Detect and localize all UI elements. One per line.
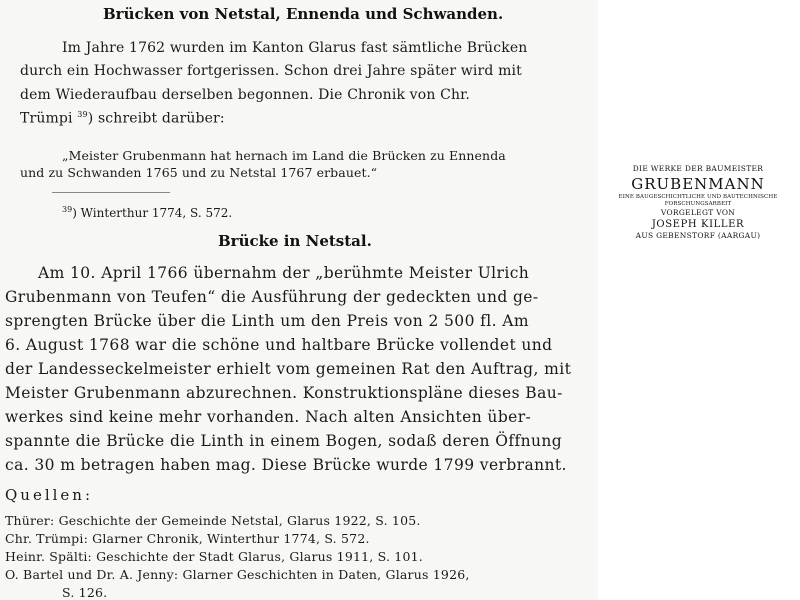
netstal-line: Am 10. April 1766 übernahm der „berühmte Meister Ulrich — [38, 264, 530, 282]
netstal-line: spannte die Brücke die Linth in einem Bogen, sodaß deren Öffnung — [5, 432, 563, 450]
imprint-subtitle: EINE BAUGESCHICHTLICHE UND BAUTECHNISCHE — [618, 194, 778, 200]
quote-line: und zu Schwanden 1765 und zu Netstal 1767 erbauet.“ — [20, 165, 378, 180]
imprint-origin: AUS GEBENSTORF (AARGAU) — [635, 231, 761, 240]
quote-line: „Meister Grubenmann hat hernach im Land die Brücken zu Ennenda — [62, 148, 506, 163]
footnote-divider — [52, 192, 170, 193]
section-heading-bridges: Brücken von Netstal, Ennenda und Schwanden. — [103, 5, 504, 23]
footnote-text: ) Winterthur 1774, S. 572. — [72, 206, 233, 220]
imprint-subtitle: FORSCHUNGSARBEIT — [664, 201, 732, 207]
source-item: Thürer: Geschichte der Gemeinde Netstal, Glarus 1922, S. 105. — [5, 513, 421, 528]
intro-line: durch ein Hochwasser fortgerissen. Schon drei Jahre später wird mit — [20, 63, 522, 79]
footnote-marker: 39 — [62, 205, 73, 214]
intro-line: Im Jahre 1762 wurden im Kanton Glarus fast sämtliche Brücken — [62, 40, 528, 56]
netstal-line: ca. 30 m betragen haben mag. Diese Brücke wurde 1799 verbrannt. — [5, 456, 567, 474]
netstal-line: 6. August 1768 war die schöne und haltbare Brücke vollendet und — [5, 336, 553, 354]
sources-heading: Quellen: — [5, 486, 94, 504]
section-heading-netstal: Brücke in Netstal. — [218, 232, 372, 250]
netstal-line: der Landesseckelmeister erhielt vom gemeinen Rat den Auftrag, mit — [5, 360, 572, 378]
netstal-line: werkes sind keine mehr vorhanden. Nach alten Ansichten über- — [5, 408, 532, 426]
source-item: Chr. Trümpi: Glarner Chronik, Winterthur 1774, S. 572. — [5, 531, 370, 546]
netstal-line: sprengten Brücke über die Linth um den Preis von 2 500 fl. Am — [5, 312, 529, 330]
source-item: O. Bartel und Dr. A. Jenny: Glarner Geschichten in Daten, Glarus 1926, — [5, 567, 470, 582]
title-imprint — [596, 164, 800, 241]
imprint-series-line: DIE WERKE DER BAUMEISTER — [632, 164, 764, 173]
imprint-author: JOSEPH KILLER — [651, 219, 745, 230]
intro-line-text: Trümpi — [20, 110, 73, 127]
intro-line: dem Wiederaufbau derselben begonnen. Die Chronik von Chr. — [20, 87, 471, 103]
netstal-line: Grubenmann von Teufen“ die Ausführung der gedeckten und ge- — [5, 288, 539, 306]
intro-line-last — [20, 110, 225, 127]
intro-line-tail: ) schreibt darüber: — [87, 110, 225, 127]
source-item-continued: S. 126. — [62, 585, 108, 600]
source-item: Heinr. Spälti: Geschichte der Stadt Glarus, Glarus 1911, S. 101. — [5, 549, 423, 564]
netstal-line: Meister Grubenmann abzurechnen. Konstruktionspläne dieses Bau- — [5, 384, 563, 402]
imprint-presented-by: VORGELEGT VON — [660, 208, 736, 217]
footnote — [62, 205, 232, 220]
footnote-reference: 39 — [77, 110, 88, 119]
imprint-title: GRUBENMANN — [631, 175, 765, 193]
